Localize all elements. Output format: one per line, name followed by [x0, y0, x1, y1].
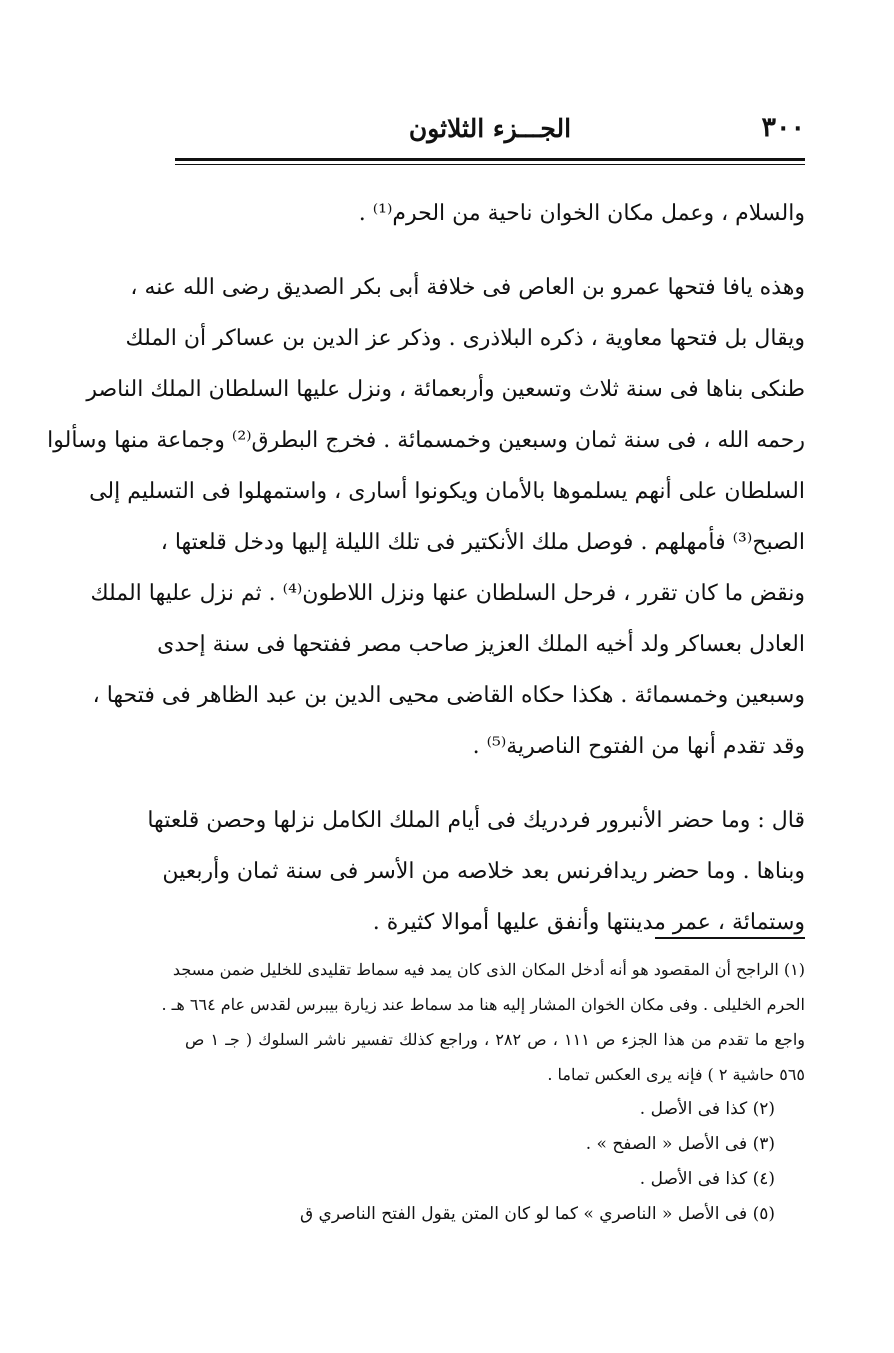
footnote-line: الحرم الخليلى . وفى مكان الخوان المشار إليه هنا مد سماط عند زيارة بيبرس لقدس عام ٦٦٤ هـ .	[161, 995, 805, 1014]
footnote-line: واجع ما تقدم من هذا الجزء ص ١١١ ، ص ٢٨٢ ، وراجع كذلك تفسير ناشر السلوك ( جـ ١ ص	[185, 1030, 805, 1049]
page-number: ٣٠٠	[761, 112, 805, 143]
page-header	[175, 108, 805, 152]
text-line: رحمه الله ، فى سنة ثمان وسبعين وخمسمائة . فخرج البطرق⁽²⁾ وجماعة منها وسألوا	[47, 428, 805, 453]
text-line: قال : وما حضر الأنبرور فردريك فى أيام الملك الكامل نزلها وحصن قلعتها	[147, 808, 805, 833]
text-line: طنكى بناها فى سنة ثلاث وتسعين وأربعمائة ، ونزل عليها السلطان الملك الناصر	[86, 377, 805, 402]
running-title: الجـــزء الثلاثون	[408, 114, 572, 143]
text-line: ويقال بل فتحها معاوية ، ذكره البلاذرى . وذكر عز الدين بن عساكر أن الملك	[125, 326, 805, 351]
text-line: وبناها . وما حضر ريدافرنس بعد خلاصه من الأسر فى سنة ثمان وأربعين	[162, 859, 805, 884]
footnotes	[161, 952, 805, 1232]
body-text	[47, 188, 805, 948]
text-line: والسلام ، وعمل مكان الخوان ناحية من الحرم⁽¹⁾ .	[358, 201, 805, 226]
text-line: ونقض ما كان تقرر ، فرحل السلطان عنها ونزل اللاطون⁽⁴⁾ . ثم نزل عليها الملك	[90, 581, 805, 606]
text-line: وستمائة ، عمر مدينتها وأنفق عليها أموالا كثيرة .	[372, 910, 805, 935]
footnote-line: (٣) فى الأصل « الصفح » .	[585, 1134, 775, 1154]
footnote-line: ٥٦٥ حاشية ٢ ) فإنه يرى العكس تماما .	[547, 1065, 805, 1084]
footnote-line: (٥) فى الأصل « الناصري » كما لو كان المتن يقول الفتح الناصري ق	[299, 1204, 775, 1224]
footnote-rule	[655, 937, 805, 939]
paragraph-gap	[185, 772, 805, 795]
text-line: وهذه يافا فتحها عمرو بن العاص فى خلافة أبى بكر الصديق رضى الله عنه ،	[130, 275, 805, 300]
text-line: السلطان على أنهم يسلموها بالأمان ويكونوا أسارى ، واستمهلوا فى التسليم إلى	[89, 479, 805, 504]
header-rule-thin	[175, 164, 805, 165]
text-line: وقد تقدم أنها من الفتوح الناصرية⁽⁵⁾ .	[472, 734, 805, 759]
text-line: وسبعين وخمسمائة . هكذا حكاه القاضى محيى الدين بن عبد الظاهر فى فتحها ،	[92, 683, 805, 708]
header-rule	[175, 158, 805, 161]
footnote-line: (٢) كذا فى الأصل .	[639, 1099, 775, 1119]
footnote-line: (١) الراجح أن المقصود هو أنه أدخل المكان الذى كان يمد فيه سماط تقليدى للخليل ضمن مسجد	[172, 960, 805, 979]
footnote-line: (٤) كذا فى الأصل .	[639, 1169, 775, 1189]
paragraph-gap	[185, 239, 805, 262]
text-line: الصبح⁽³⁾ فأمهلهم . فوصل ملك الأنكتير فى تلك الليلة إليها ودخل قلعتها ،	[160, 530, 805, 555]
text-line: العادل بعساكر ولد أخيه الملك العزيز صاحب مصر ففتحها فى سنة إحدى	[157, 632, 805, 657]
